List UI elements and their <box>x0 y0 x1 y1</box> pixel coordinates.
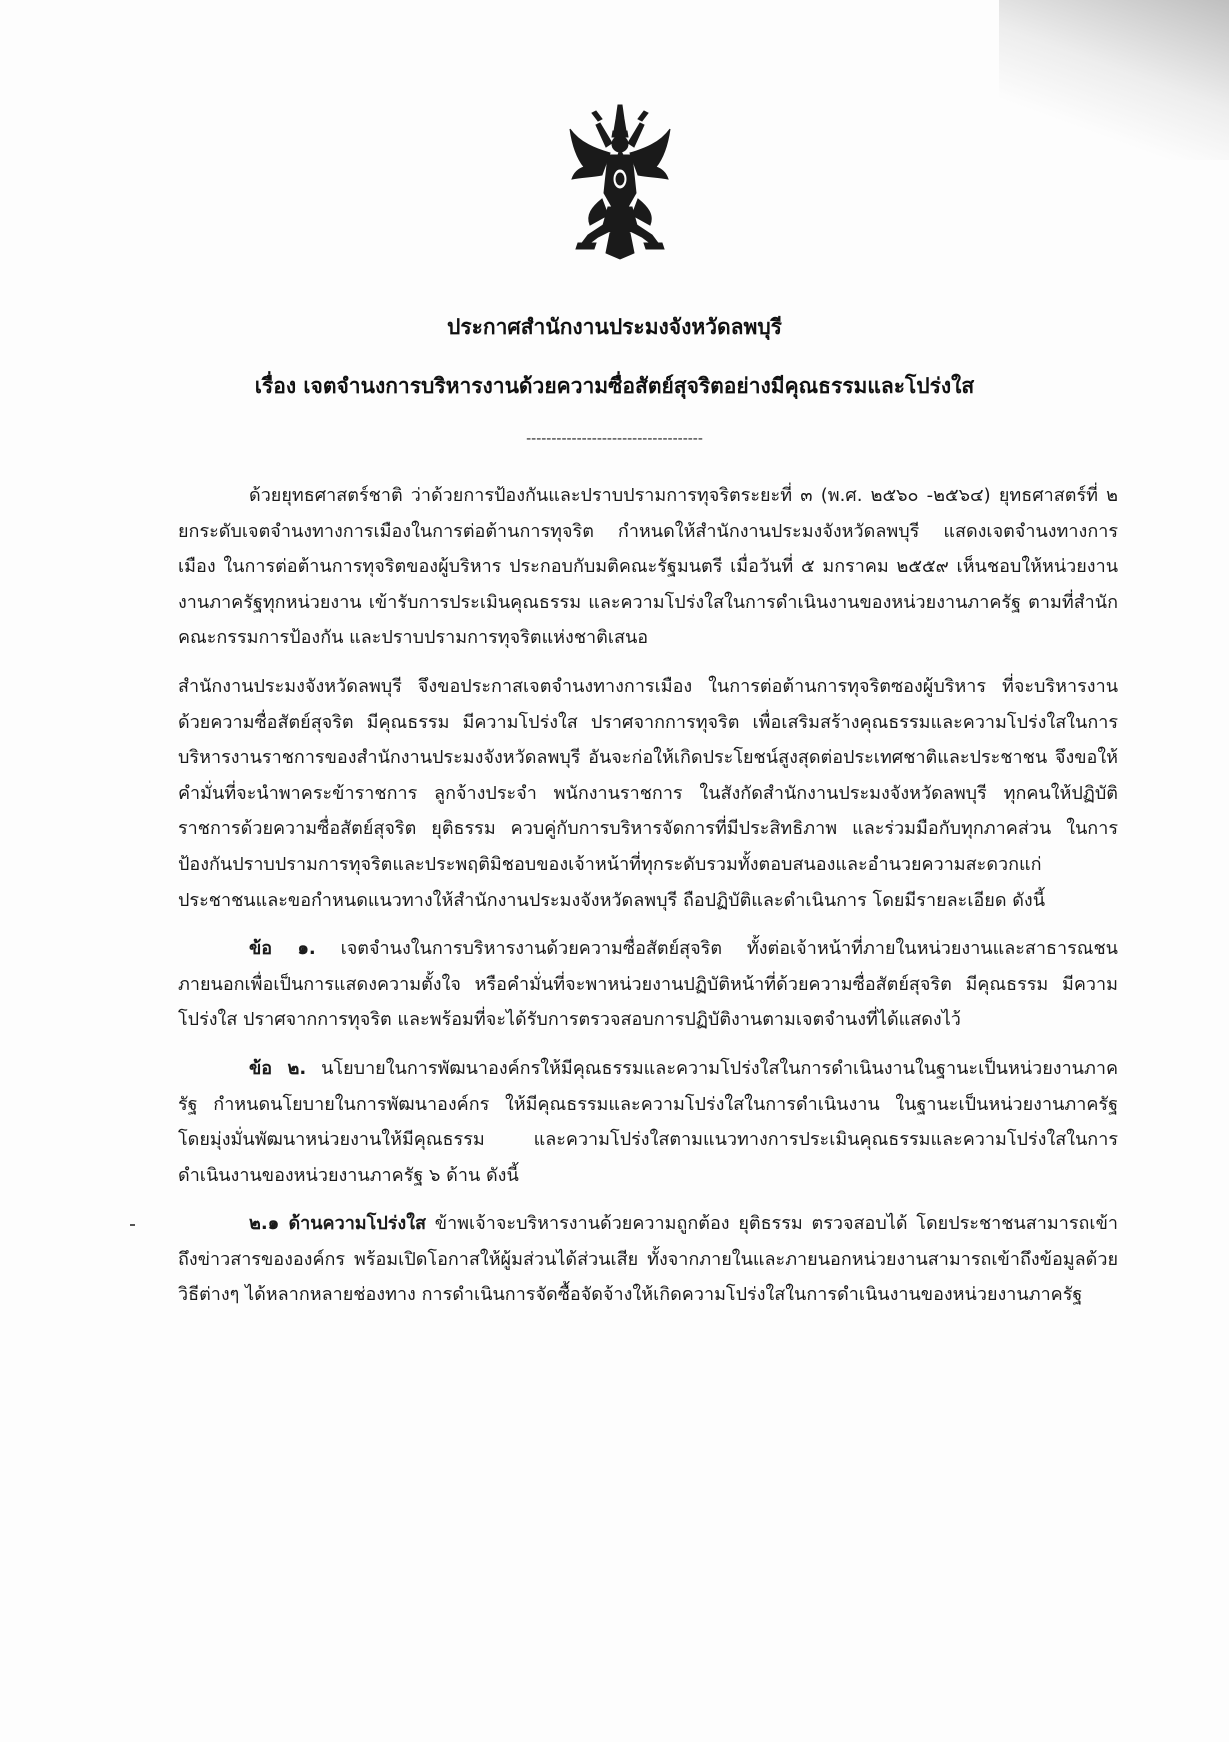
paragraph-1: ด้วยยุทธศาสตร์ชาติ ว่าด้วยการป้องกันและปราบปรามการทุจริตระยะที่ ๓ (พ.ศ. ๒๕๖๐ -๒๕๖๔) ยุทธศาสตร์ที่ ๒ ยกระดับเจตจำนงทางการเมืองในการต่อต้านการทุจริต กำหนดให้สำนักงานประมงจังหวัดลพบุรี แสดงเจตจำนงทางการเมือง ในการต่อต้านการทุจริตของผู้บริหาร ประกอบกับมติคณะรัฐมนตรี เมื่อวันที่ ๕ มกราคม ๒๕๕๙ เห็นชอบให้หน่วยงานงานภาครัฐทุกหน่วยงาน เข้ารับการประเมินคุณธรรม และความโปร่งใสในการดำเนินงานของหน่วยงานภาครัฐ ตามที่สำนักคณะกรรมการป้องกัน และปราบปรามการทุจริตแห่งชาติเสนอ <box>178 485 1118 649</box>
clause-2-1-label: ๒.๑ ด้านความโปร่งใส <box>249 1213 426 1235</box>
document-title: ประกาศสำนักงานประมงจังหวัดลพบุรี <box>447 315 782 339</box>
clause-1 <box>178 931 1118 1038</box>
clause-1-label: ข้อ ๑. <box>249 938 316 960</box>
scan-artifact <box>130 1224 135 1226</box>
document-body <box>178 478 1118 1313</box>
garuda-emblem-icon <box>568 103 672 261</box>
clause-2-1 <box>178 1206 1118 1313</box>
clause-1-text: เจตจำนงในการบริหารงานด้วยความซื่อสัตย์สุจริต ทั้งต่อเจ้าหน้าที่ภายในหน่วยงานและสาธารณชนภายนอกเพื่อเป็นการแสดงความตั้งใจ หรือคำมั่นที่จะพาหน่วยงานปฏิบัติหน้าที่ด้วยความซื่อสัตย์สุจริต มีคุณธรรม มีความโปร่งใส ปราศจากการทุจริต และพร้อมที่จะได้รับการตรวจสอบการปฏิบัติงานตามเจตจำนงที่ได้แสดงไว้ <box>178 938 1118 1031</box>
clause-2-1-text: ข้าพเจ้าจะบริหารงานด้วยความถูกต้อง ยุติธรรม ตรวจสอบได้ โดยประชาชนสามารถเข้าถึงข่าวสารขององค์กร พร้อมเปิดโอกาสให้ผู้มส่วนได้ส่วนเสีย ทั้งจากภายในและภายนอกหน่วยงานสามารถเข้าถึงข้อมูลด้วยวิธีต่างๆ ได้หลากหลายช่องทาง การดำเนินการจัดซื้อจัดจ้างให้เกิดความโปร่งใสในการดำเนินงานของหน่วยงานภาครัฐ <box>178 1213 1118 1306</box>
paragraph-2: สำนักงานประมงจังหวัดลพบุรี จึงขอประกาสเจตจำนงทางการเมือง ในการต่อต้านการทุจริตซองผู้บริหาร ที่จะบริหารงานด้วยความซื่อสัตย์สุจริต มีคุณธรรม มีความโปร่งใส ปราศจากการทุจริต เพื่อเสริมสร้างคุณธรรมและความโปร่งใสในการบริหารงานราชการของสำนักงานประมงจังหวัดลพบุรี อันจะก่อให้เกิดประโยชน์สูงสุดต่อประเทศชาติและประชาชน จึงขอให้คำมั่นที่จะนำพาคระข้าราชการ ลูกจ้างประจำ พนักงานราชการ ในสังกัดสำนักงานประมงจังหวัดลพบุรี ทุกคนให้ปฏิบัติราชการด้วยความซื่อสัตย์สุจริต ยุติธรรม ควบคู่กับการบริหารจัดการที่มีประสิทธิภาพ และร่วมมือกับทุกภาคส่วน ในการป้องกันปราบปรามการทุจริตและประพฤติมิชอบของเจ้าหน้าที่ทุกระดับรวมทั้งตอบสนองและอำนวยความสะดวกแก่ประชาชนและขอกำหนดแนวทางให้สำนักงานประมงจังหวัดลพบุรี ถือปฏิบัติและดำเนินการ โดยมีรายละเอียด ดังนี้ <box>178 675 1118 911</box>
clause-2-label: ข้อ ๒. <box>249 1057 307 1079</box>
clause-2-text: นโยบายในการพัฒนาองค์กรให้มีคุณธรรมและความโปร่งใสในการดำเนินงานในฐานะเป็นหน่วยงานภาครัฐ กำหนดนโยบายในการพัฒนาองค์กร ให้มีคุณธรรมและความโปร่งใสในการดำเนินงาน ในฐานะเป็นหน่วยงานภาครัฐ โดยมุ่งมั่นพัฒนาหน่วยงานให้มีคุณธรรม และความโปร่งใสตามแนวทางการประเมินคุณธรรมและความโปร่งใสในการดำเนินงานของหน่วยงานภาครัฐ ๖ ด้าน ดังนี้ <box>178 1057 1118 1186</box>
scan-shadow <box>999 0 1229 160</box>
document-subject: เรื่อง เจตจำนงการบริหารงานด้วยความซื่อสัตย์สุจริตอย่างมีคุณธรรมและโปร่งใส <box>254 374 975 398</box>
divider-line: ----------------------------------- <box>526 431 703 447</box>
clause-2 <box>178 1051 1118 1193</box>
